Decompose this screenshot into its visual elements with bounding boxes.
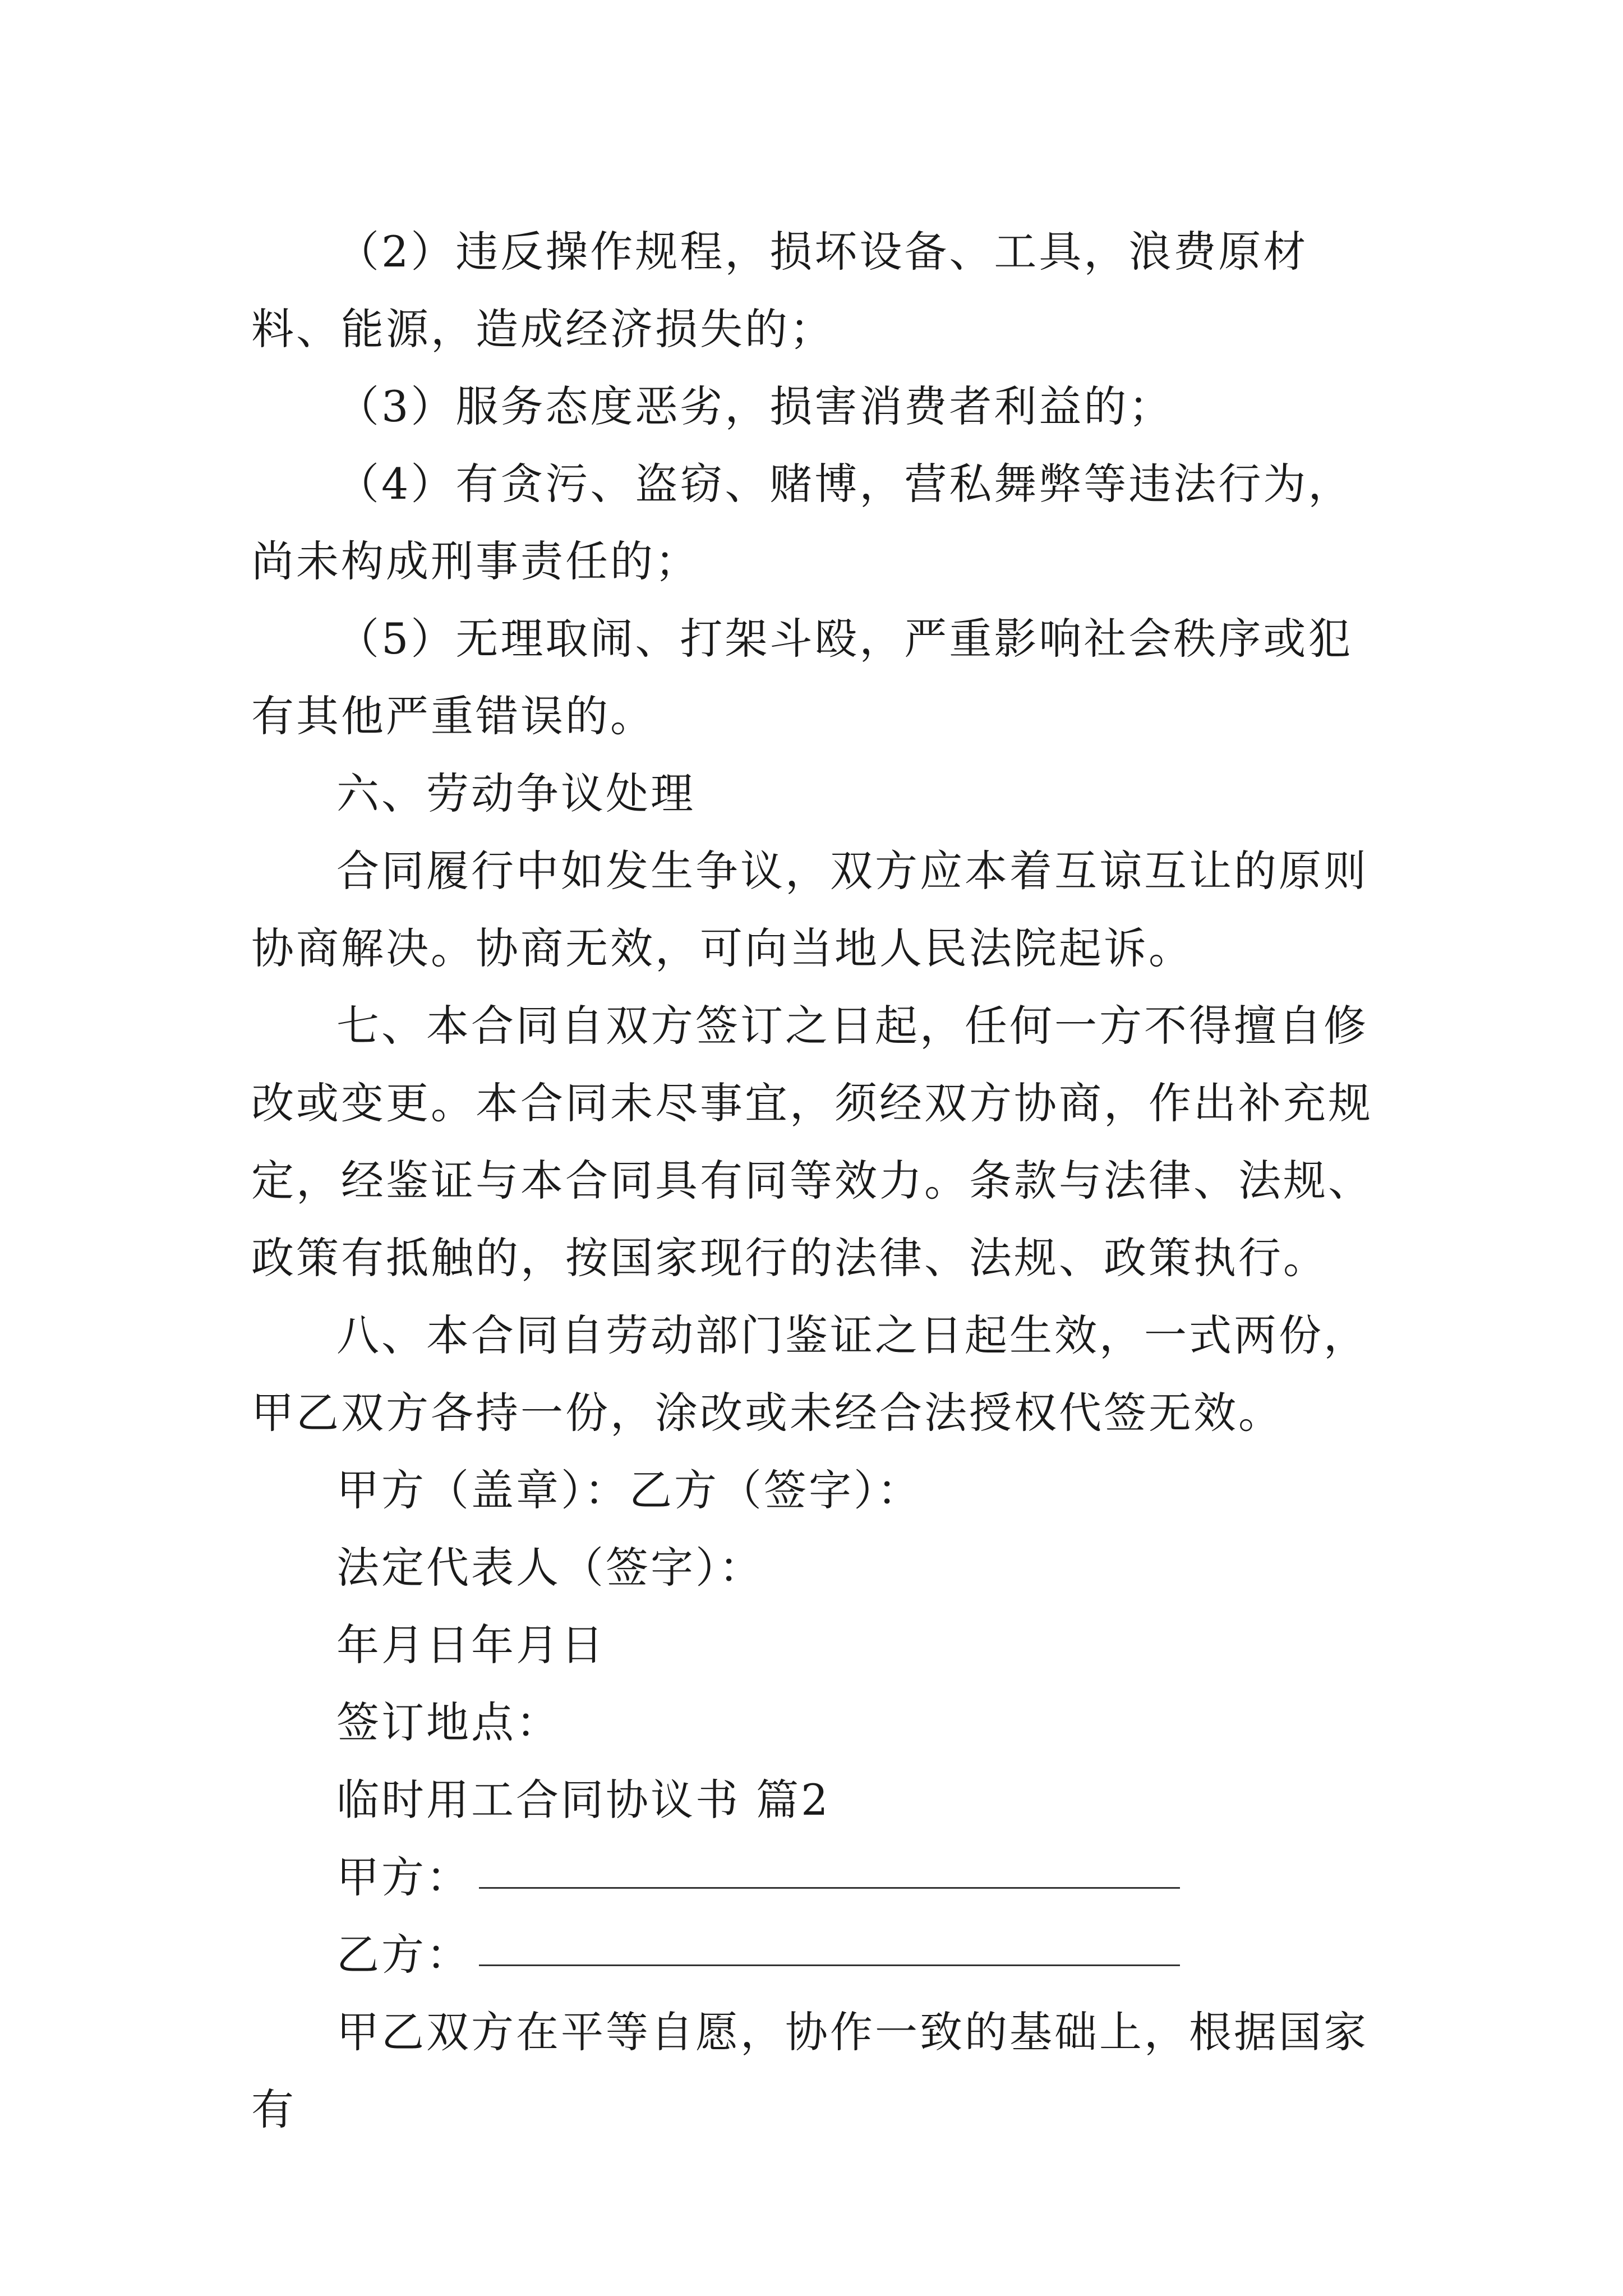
signing-location: 签订地点： [336,1697,561,1747]
party-b-blank [479,1964,1180,1966]
party-b-field [251,1916,1378,1994]
dispute-paragraph: 合同履行中如发生争议，双方应本着互谅互让的原则协商解决。协商无效，可向当地人民法院起诉。 [251,846,1368,973]
party-b-label: 乙方： [336,1930,471,1980]
clause-item-2: （2）违反操作规程，损坏设备、工具，浪费原材料、能源，造成经济损失的； [251,227,1308,354]
section-heading-dispute: 六、劳动争议处理 [336,769,695,818]
party-a-label: 甲方： [336,1852,471,1902]
clause-item-3: （3）服务态度恶劣，损害消费者利益的； [336,381,1174,431]
clause-item-4: （4）有贪污、盗窃、赌博，营私舞弊等违法行为，尚未构成刑事责任的； [251,459,1353,586]
party-a-field [251,1839,1378,1916]
section-eight-paragraph: 八、本合同自劳动部门鉴证之日起生效，一式两份，甲乙双方各持一份，涂改或未经合法授权代签无效。 [251,1310,1368,1438]
document-body [251,213,1378,2148]
clause-item-5: （5）无理取闹、打架斗殴，严重影响社会秩序或犯有其他严重错误的。 [251,614,1353,741]
section-seven-paragraph: 七、本合同自双方签订之日起，任何一方不得擅自修改或变更。本合同未尽事宜，须经双方协商，作出补充规定，经鉴证与本合同具有同等效力。条款与法律、法规、政策有抵触的，按国家现行的法律、法规、政策执行。 [251,1001,1373,1283]
party-a-blank [479,1887,1180,1889]
legal-representative: 法定代表人（签字）： [336,1543,764,1593]
contract-title-2: 临时用工合同协议书 篇2 [336,1775,831,1825]
intro-paragraph: 甲乙双方在平等自愿，协作一致的基础上，根据国家有 [251,2007,1368,2134]
signature-parties: 甲方（盖章）：乙方（签字）： [336,1465,922,1515]
signature-dates: 年月日年月日 [336,1620,606,1670]
